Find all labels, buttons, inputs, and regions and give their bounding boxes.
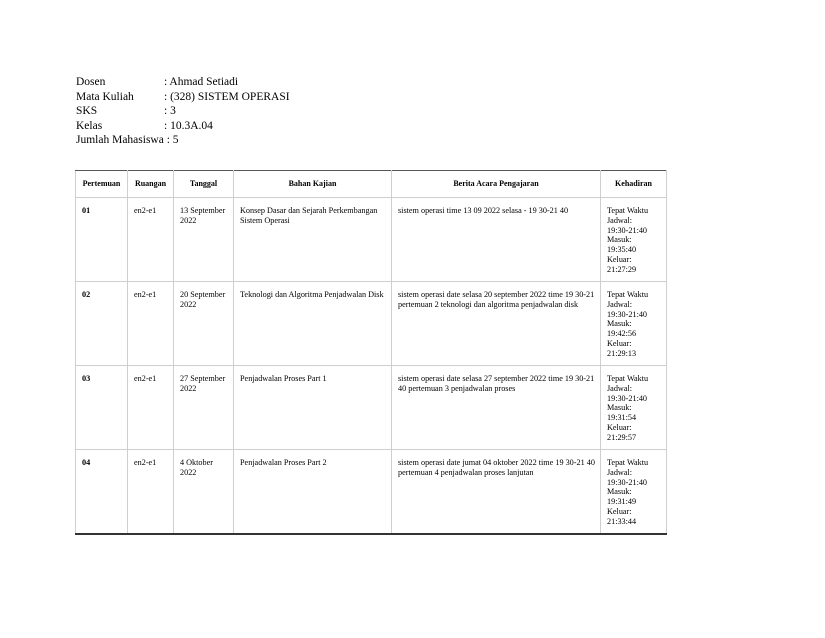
cell-kehadiran xyxy=(601,198,667,282)
kehadiran-status: Tepat Waktu xyxy=(607,374,649,383)
kehadiran-jadwal-label: Jadwal: xyxy=(607,383,633,393)
cell-pertemuan: 01 xyxy=(76,198,128,282)
kehadiran-masuk-label: Masuk: xyxy=(607,403,632,413)
kehadiran-jadwal-value: 19:30-21:40 xyxy=(607,309,648,319)
kehadiran-masuk-label: Masuk: xyxy=(607,235,632,245)
kehadiran-jadwal-value: 19:30-21:40 xyxy=(607,477,648,487)
cell-bahan-kajian: Teknologi dan Algoritma Penjadwalan Disk xyxy=(234,282,392,366)
kehadiran-status: Tepat Waktu xyxy=(607,206,649,215)
kehadiran-keluar-label: Keluar: xyxy=(607,422,632,432)
header-kehadiran: Kehadiran xyxy=(601,171,667,198)
kehadiran-jadwal-value: 19:30-21:40 xyxy=(607,393,648,403)
cell-tanggal: 27 September 2022 xyxy=(174,366,234,450)
table-row xyxy=(76,198,667,282)
kehadiran-keluar-value: 21:33:44 xyxy=(607,516,637,526)
kehadiran-jadwal-label: Jadwal: xyxy=(607,215,633,225)
dosen-label: Dosen xyxy=(76,76,106,88)
kehadiran-keluar-label: Keluar: xyxy=(607,506,632,516)
cell-bahan-kajian: Konsep Dasar dan Sejarah Perkembangan Sistem Operasi xyxy=(234,198,392,282)
cell-ruangan: en2-e1 xyxy=(128,450,174,535)
header-berita-acara: Berita Acara Pengajaran xyxy=(392,171,601,198)
cell-kehadiran xyxy=(601,450,667,535)
kehadiran-masuk-value: 19:35:40 xyxy=(607,245,637,255)
cell-berita-acara: sistem operasi date selasa 27 september 2022 time 19 30-21 40 pertemuan 3 penjadwalan proses xyxy=(392,366,601,450)
jumlah-value: : 5 xyxy=(166,134,179,147)
kehadiran-jadwal-value: 19:30-21:40 xyxy=(607,225,648,235)
jumlah-label: Jumlah Mahasiswa xyxy=(76,134,164,147)
kehadiran-keluar-value: 21:29:57 xyxy=(607,432,637,442)
table-row xyxy=(76,366,667,450)
dosen-value: : Ahmad Setiadi xyxy=(164,76,239,88)
header-ruangan: Ruangan xyxy=(128,171,174,198)
header-bahan-kajian: Bahan Kajian xyxy=(234,171,392,198)
info-row-jumlah xyxy=(76,133,290,148)
kelas-label: Kelas xyxy=(76,119,103,132)
cell-berita-acara: sistem operasi time 13 09 2022 selasa - 19 30-21 40 xyxy=(392,198,601,282)
info-row-kelas xyxy=(76,119,290,134)
cell-pertemuan: 03 xyxy=(76,366,128,450)
kehadiran-keluar-label: Keluar: xyxy=(607,254,632,264)
cell-bahan-kajian: Penjadwalan Proses Part 2 xyxy=(234,450,392,535)
kehadiran-keluar-value: 21:27:29 xyxy=(607,264,637,274)
cell-tanggal: 20 September 2022 xyxy=(174,282,234,366)
header-tanggal: Tanggal xyxy=(174,171,234,198)
table-row xyxy=(76,450,667,535)
kehadiran-keluar-label: Keluar: xyxy=(607,338,632,348)
kehadiran-masuk-value: 19:31:49 xyxy=(607,497,637,507)
kehadiran-jadwal-label: Jadwal: xyxy=(607,299,633,309)
cell-berita-acara: sistem operasi date selasa 20 september 2022 time 19 30-21 pertemuan 2 teknologi dan algoritma penjadwalan disk xyxy=(392,282,601,366)
kehadiran-masuk-label: Masuk: xyxy=(607,319,632,329)
course-info xyxy=(76,75,290,148)
matkul-value: : (328) SISTEM OPERASI xyxy=(164,90,290,103)
cell-ruangan: en2-e1 xyxy=(128,198,174,282)
cell-kehadiran xyxy=(601,282,667,366)
cell-kehadiran xyxy=(601,366,667,450)
kehadiran-masuk-value: 19:31:54 xyxy=(607,413,637,423)
cell-tanggal: 13 September 2022 xyxy=(174,198,234,282)
kehadiran-masuk-label: Masuk: xyxy=(607,487,632,497)
info-row-dosen xyxy=(76,75,290,90)
cell-berita-acara: sistem operasi date jumat 04 oktober 2022 time 19 30-21 40 pertemuan 4 penjadwalan proses lanjutan xyxy=(392,450,601,535)
kelas-value: : 10.3A.04 xyxy=(164,119,213,132)
cell-bahan-kajian: Penjadwalan Proses Part 1 xyxy=(234,366,392,450)
cell-ruangan: en2-e1 xyxy=(128,366,174,450)
cell-pertemuan: 02 xyxy=(76,282,128,366)
table-header-row xyxy=(76,171,667,198)
matkul-label: Mata Kuliah xyxy=(76,90,134,103)
table-body xyxy=(76,198,667,535)
table-row xyxy=(76,282,667,366)
kehadiran-keluar-value: 21:29:13 xyxy=(607,348,637,358)
header-pertemuan: Pertemuan xyxy=(76,171,128,198)
sks-value: : 3 xyxy=(164,105,176,118)
attendance-table xyxy=(75,170,667,535)
kehadiran-jadwal-label: Jadwal: xyxy=(607,467,633,477)
cell-ruangan: en2-e1 xyxy=(128,282,174,366)
kehadiran-masuk-value: 19:42:56 xyxy=(607,329,637,339)
sks-label: SKS xyxy=(76,105,98,118)
kehadiran-status: Tepat Waktu xyxy=(607,458,649,467)
info-row-sks xyxy=(76,104,290,119)
info-row-matkul xyxy=(76,90,290,105)
cell-pertemuan: 04 xyxy=(76,450,128,535)
cell-tanggal: 4 Oktober 2022 xyxy=(174,450,234,535)
kehadiran-status: Tepat Waktu xyxy=(607,290,649,299)
